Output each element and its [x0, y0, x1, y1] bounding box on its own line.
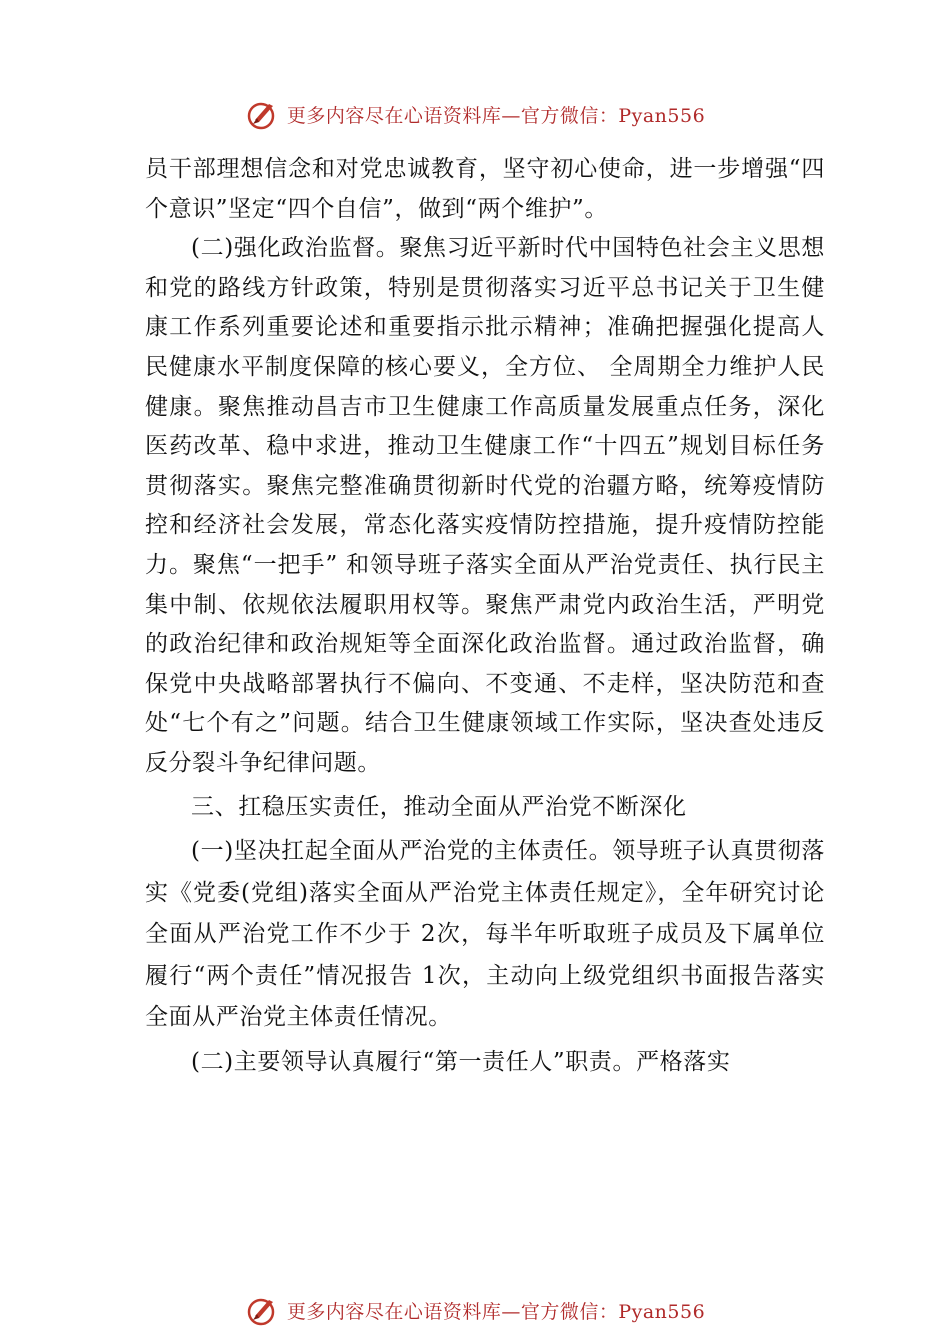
paragraph-first-responsible: (二)主要领导认真履行“第一责任人”职责。严格落实	[191, 1049, 731, 1076]
pen-logo-icon	[245, 1292, 281, 1328]
pen-logo-icon	[245, 96, 281, 132]
paragraph-political-supervision: (二)强化政治监督。聚焦习近平新时代中国特色社会主义思想和党的路线方针政策，特别是贯彻落实习近平总书记关于卫生健康工作系列重要论述和重要指示批示精神；准确把握强化提高人民健康水平制度保障的核心要义，全方位、 全周期全力维护人民健康。聚焦推动昌吉市卫生健康工作高质量发展重点任务，深化医药改革、稳中求进，推动卫生健康工作“十四五”规划目标任务贯彻落实。聚焦完整准确贯彻新时代党的治疆方略，统筹疫情防控和经济社会发展，常态化落实疫情防控措施，提升疫情防控能力。聚焦“一把手” 和领导班子落实全面从严治党责任、执行民主集中制、依规依法履职用权等。聚焦严肃党内政治生活，严明党的政治纪律和政治规矩等全面深化政治监督。通过政治监督，确保党中央战略部署执行不偏向、不变通、不走样，坚决防范和查处“七个有之”问题。结合卫生健康领域工作实际，坚决查处违反反分裂斗争纪律问题。	[145, 235, 825, 776]
footer-banner	[0, 1290, 950, 1330]
footer-banner-text: 更多内容尽在心语资料库—官方微信：Pyan556	[286, 1300, 706, 1323]
document-body	[145, 150, 825, 1083]
section-heading-three: 三、扛稳压实责任，推动全面从严治党不断深化	[191, 793, 687, 820]
header-banner	[0, 94, 950, 134]
paragraph-main-responsibility: (一)坚决扛起全面从严治党的主体责任。领导班子认真贯彻落实《党委(党组)落实全面从严治党主体责任规定》，全年研究讨论全面从严治党工作不少于 2次，每半年听取班子成员及下属单位履行“两个责任”情况报告 1次，主动向上级党组织书面报告落实全面从严治党主体责任情况。	[145, 838, 825, 1031]
header-banner-text: 更多内容尽在心语资料库—官方微信：Pyan556	[286, 104, 706, 127]
paragraph-continuation: 员干部理想信念和对党忠诚教育，坚守初心使命，进一步增强“四个意识”坚定“四个自信”，做到“两个维护”。	[145, 156, 825, 222]
